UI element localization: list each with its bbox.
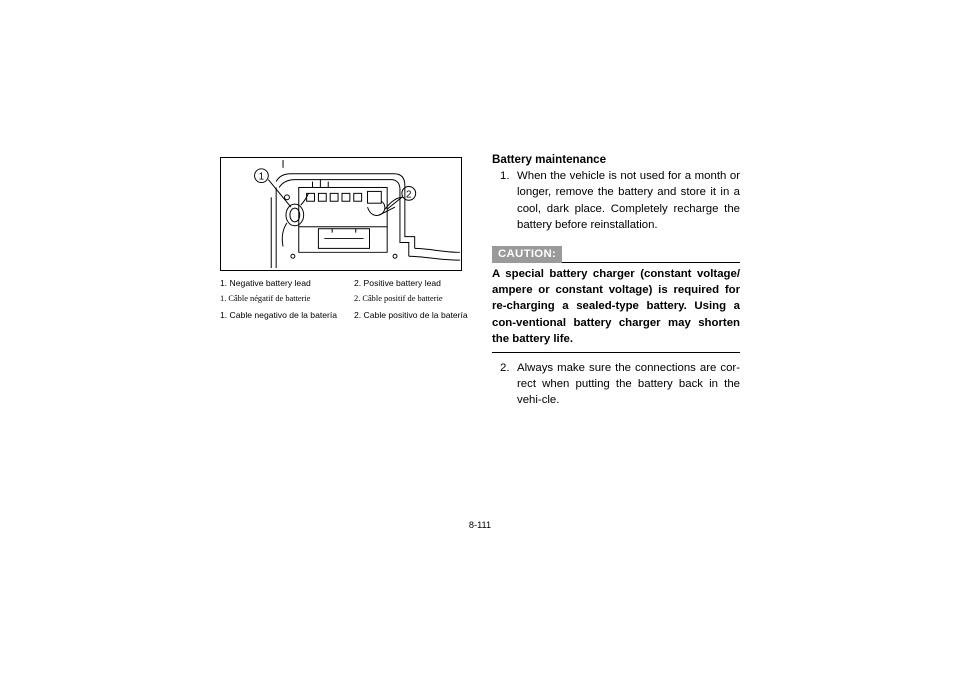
caption-row-spanish xyxy=(220,307,470,323)
battery-illustration xyxy=(220,157,462,271)
callout-2: 2 xyxy=(406,189,412,201)
caution-rule xyxy=(562,262,740,263)
caution-header xyxy=(492,246,740,263)
step-1 xyxy=(492,168,740,234)
section-heading: Battery maintenance xyxy=(492,153,607,166)
battery-line-drawing xyxy=(221,158,461,270)
callout-1: 1 xyxy=(258,171,265,183)
step-2-text: Always make sure the connections are cor-rect when putting the battery back in the vehi-cle. xyxy=(517,361,740,407)
page-number: 8-111 xyxy=(468,520,492,530)
caption-negative-lead-es: 1. Cable negativo de la batería xyxy=(220,310,338,320)
step-2 xyxy=(492,360,740,409)
battery-maintenance-section xyxy=(492,152,740,409)
caption-row-french xyxy=(220,291,470,307)
caption-negative-lead-fr: 1. Câble négatif de batterie xyxy=(220,294,311,303)
step-1-text: When the vehicle is not used for a month or longer, remove the battery and store it in a cool, dark place. Completely recharge the battery before reinstallation. xyxy=(517,170,740,232)
caution-text: A special battery charger (constant voltage/ ampere or constant voltage) is required for re-charging a sealed-type battery. Using a con-ventional battery charger may shorten the battery life. xyxy=(492,266,740,353)
caption-positive-lead-es: 2. Cable positivo de la batería xyxy=(354,310,468,320)
caution-label: CAUTION: xyxy=(492,246,562,263)
step-2-number: 2. xyxy=(500,361,510,374)
caption-row-english xyxy=(220,275,470,291)
caption-positive-lead-fr: 2. Câble positif de batterie xyxy=(354,294,443,303)
figure-captions xyxy=(220,275,470,323)
step-1-number: 1. xyxy=(500,170,510,182)
caption-positive-lead: 2. Positive battery lead xyxy=(354,278,441,288)
caption-negative-lead: 1. Negative battery lead xyxy=(220,278,311,288)
